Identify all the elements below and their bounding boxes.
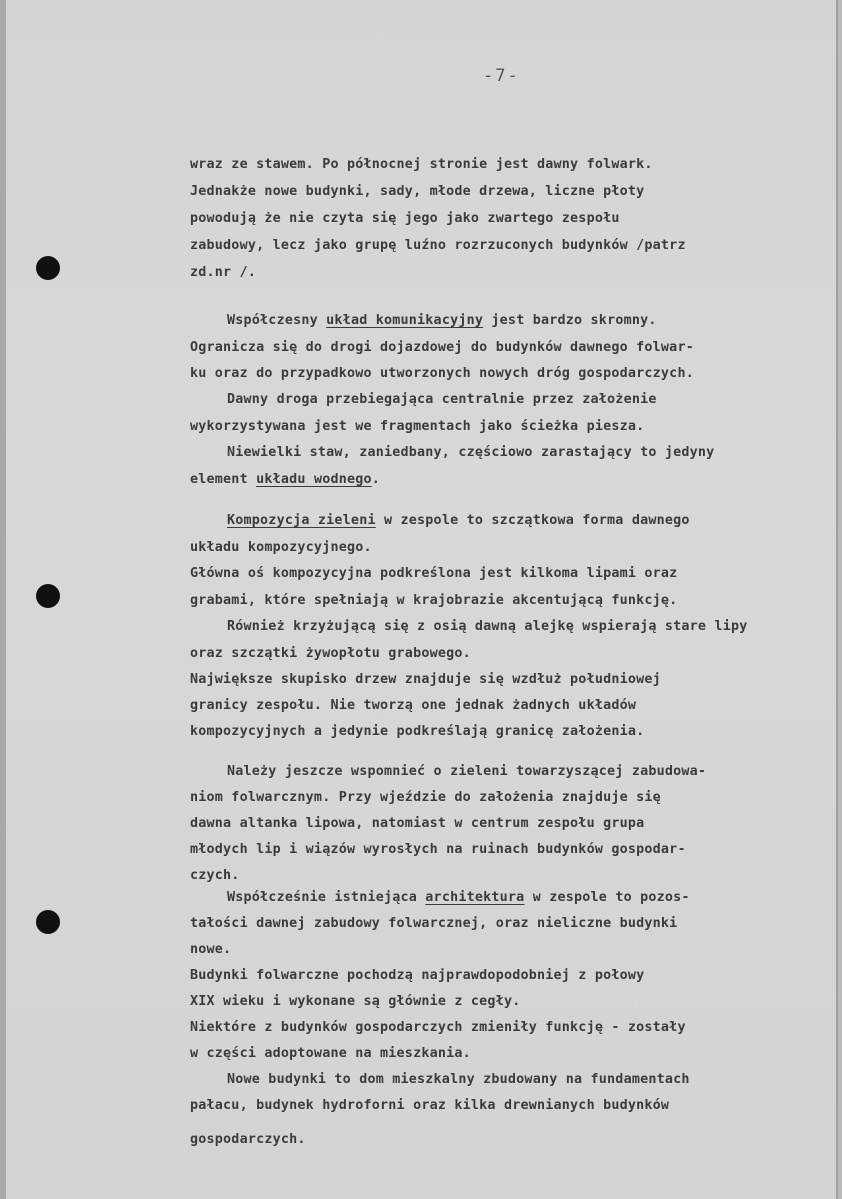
text-line [190, 1098, 669, 1113]
line-text: Współcześnie istniejąca [227, 890, 426, 905]
text-line [190, 540, 372, 555]
line-text: Jednakże nowe budynki, sady, młode drzewa, liczne płoty [190, 184, 645, 199]
text-line [190, 968, 644, 983]
text-line [227, 764, 706, 779]
text-line [227, 1072, 690, 1087]
line-text: ku oraz do przypadkowo utworzonych nowych dróg gospodarczych. [190, 366, 694, 381]
text-line [227, 313, 657, 328]
line-text: zabudowy, lecz jako grupę luźno rozrzuconych budynków /patrz [190, 238, 686, 253]
underlined-heading: układ komunikacyjny [326, 313, 484, 328]
underlined-heading: Kompozycja zieleni [227, 513, 376, 528]
text-line [227, 890, 690, 905]
text-line [190, 184, 644, 199]
line-text: Współczesny [227, 313, 327, 328]
page-number: -7- [483, 66, 520, 86]
punch-hole [36, 910, 60, 934]
line-text: Niewielki staw, zaniedbany, częściowo zarastający to jedyny [227, 445, 715, 460]
punch-hole [36, 584, 60, 608]
text-line [227, 619, 748, 634]
line-text: tałości dawnej zabudowy folwarcznej, oraz nieliczne budynki [190, 916, 678, 931]
line-text: jest bardzo skromny. [483, 313, 657, 328]
line-text: grabami, które spełniają w krajobrazie akcentującą funkcję. [190, 593, 678, 608]
line-text: element [190, 472, 257, 487]
text-line [190, 366, 694, 381]
line-text: Również krzyżującą się z osią dawną alejkę wspierają stare lipy [227, 619, 748, 634]
line-text: zd.nr /. [190, 265, 257, 280]
text-line [190, 265, 256, 280]
line-text: Niektóre z budynków gospodarczych zmieniły funkcję - zostały [190, 1020, 686, 1035]
text-line [190, 790, 661, 805]
text-line [190, 672, 661, 687]
text-line [190, 868, 240, 883]
line-text: w części adoptowane na mieszkania. [190, 1046, 471, 1061]
text-line [190, 211, 620, 226]
line-text: XIX wieku i wykonane są głównie z cegły. [190, 994, 521, 1009]
line-text: w zespole to pozos- [524, 890, 690, 905]
text-line [190, 994, 520, 1009]
text-line [190, 593, 677, 608]
line-text: w zespole to szczątkowa forma dawnego [375, 513, 690, 528]
line-text: powodują że nie czyta się jego jako zwartego zespołu [190, 211, 620, 226]
line-text: wraz ze stawem. Po północnej stronie jest dawny folwark. [190, 157, 653, 172]
text-line [190, 816, 644, 831]
line-text: gospodarczych. [190, 1132, 306, 1147]
text-line [190, 566, 677, 581]
page-edge [0, 0, 6, 1199]
line-text: niom folwarcznym. Przy wjeździe do założenia znajduje się [190, 790, 661, 805]
text-line [190, 698, 636, 713]
line-text: oraz szczątki żywopłotu grabowego. [190, 646, 471, 661]
line-text: Budynki folwarczne pochodzą najprawdopodobniej z połowy [190, 968, 645, 983]
line-text: Ogranicza się do drogi dojazdowej do budynków dawnego folwar- [190, 340, 694, 355]
line-text: granicy zespołu. Nie tworzą one jednak żadnych układów [190, 698, 637, 713]
line-text: Należy jeszcze wspomnieć o zieleni towarzyszącej zabudowa- [227, 764, 707, 779]
text-line [190, 419, 644, 434]
line-text: czych. [190, 868, 240, 883]
text-line [190, 1046, 471, 1061]
text-line [227, 513, 690, 528]
punch-hole [36, 256, 60, 280]
text-line [227, 445, 714, 460]
text-line [190, 238, 686, 253]
text-line [190, 724, 644, 739]
line-text: dawna altanka lipowa, natomiast w centrum zespołu grupa [190, 816, 645, 831]
line-text: młodych lip i wiązów wyrosłych na ruinach budynków gospodar- [190, 842, 686, 857]
line-text: Największe skupisko drzew znajduje się wzdłuż południowej [190, 672, 661, 687]
underlined-heading: układu wodnego [256, 472, 372, 487]
line-text: układu kompozycyjnego. [190, 540, 372, 555]
line-text: Główna oś kompozycyjna podkreślona jest kilkoma lipami oraz [190, 566, 678, 581]
line-text: Dawny droga przebiegająca centralnie przez założenie [227, 392, 657, 407]
text-line [190, 842, 686, 857]
text-line [227, 392, 657, 407]
line-text: kompozycyjnych a jedynie podkreślają granicę założenia. [190, 724, 645, 739]
line-text: wykorzystywana jest we fragmentach jako ścieżka piesza. [190, 419, 645, 434]
text-line [190, 157, 653, 172]
text-line [190, 646, 471, 661]
text-line [190, 942, 231, 957]
text-line [190, 472, 380, 487]
line-text: pałacu, budynek hydroforni oraz kilka drewnianych budynków [190, 1098, 670, 1113]
text-line [190, 1132, 306, 1147]
text-line [190, 1020, 686, 1035]
line-text: . [371, 472, 381, 487]
text-line [190, 340, 694, 355]
underlined-heading: architektura [425, 890, 525, 905]
text-line [190, 916, 677, 931]
line-text: Nowe budynki to dom mieszkalny zbudowany na fundamentach [227, 1072, 690, 1087]
line-text: nowe. [190, 942, 232, 957]
